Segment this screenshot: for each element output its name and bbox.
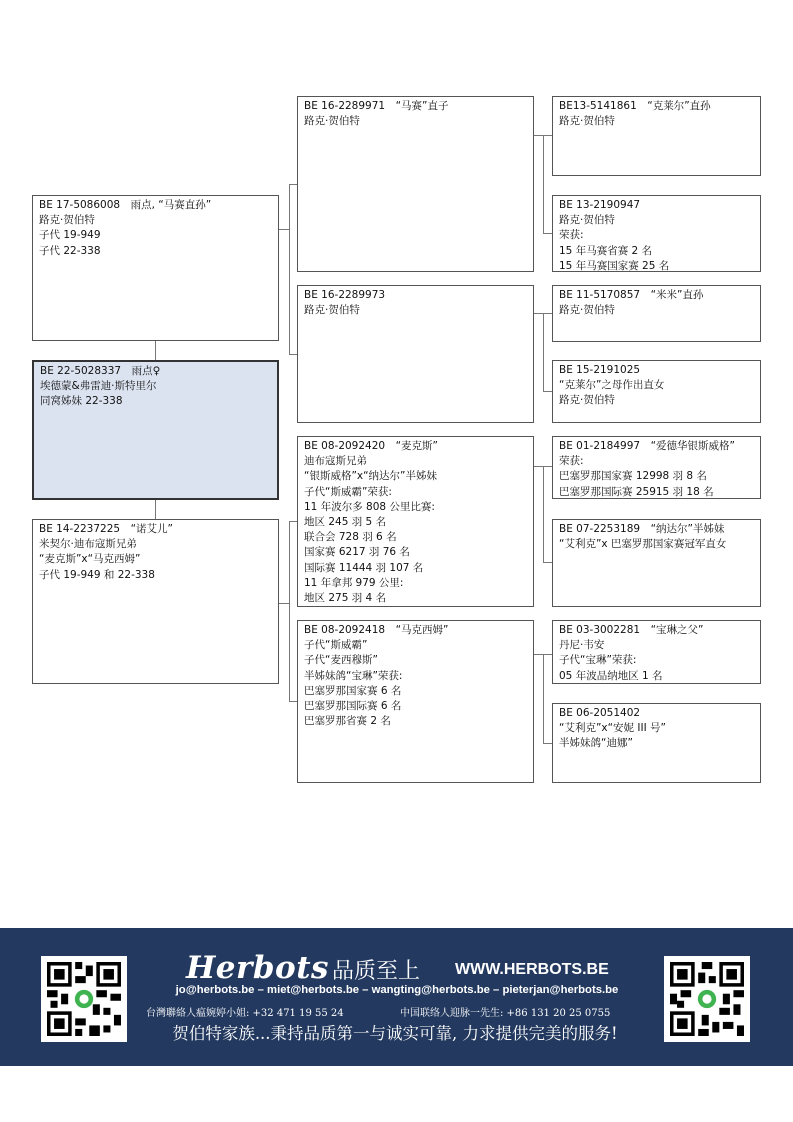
connector-line: [289, 701, 297, 702]
pedigree-dam-sire-box: BE 08-2092420 “麦克斯” 迪布寇斯兄弟 “银斯威格”x“纳达尔”半姊妹 子代“斯威霸”荣获: 11 年波尔多 808 公里比赛: 地区 245 羽 5 名 联合会 728 羽 6 名 国家赛 6217 羽 76 名 国际赛 11444 羽 107 名 11 年拿邦 979 公里: 地区 275 羽 4 名: [297, 436, 534, 607]
connector-line: [543, 135, 552, 136]
pedigree-sire-sire-box: BE 16-2289971 “马赛”直子 路克·贺伯特: [297, 96, 534, 272]
brand-slogan: 品质至上: [332, 959, 421, 984]
connector-line: [533, 135, 543, 136]
pedigree-sire-dam-box: BE 16-2289973 路克·贺伯特: [297, 285, 534, 423]
connector-line: [543, 743, 552, 744]
pedigree-sss-box: BE13-5141861 “克莱尔”直孙 路克·贺伯特: [552, 96, 761, 176]
pedigree-ssd-box: BE 13-2190947 路克·贺伯特 荣获: 15 年马赛省赛 2 名 15 年马赛国家赛 25 名: [552, 195, 761, 272]
connector-line: [533, 654, 543, 655]
connector-line: [533, 313, 543, 314]
wechat-qr-icon: [670, 962, 744, 1036]
email-list[interactable]: jo@herbots.be – miet@herbots.be – wangting@herbots.be – pieterjan@herbots.be: [175, 984, 619, 996]
footer-banner: [0, 928, 793, 1066]
connector-line: [543, 654, 544, 743]
connector-line: [279, 603, 289, 604]
connector-line: [155, 499, 156, 520]
connector-line: [543, 391, 552, 392]
connector-line: [543, 562, 552, 563]
connector-line: [543, 466, 552, 467]
connector-line: [279, 229, 289, 230]
connector-line: [543, 313, 544, 391]
tagline: 贺伯特家族...秉持品质第一与诚实可靠, 力求提供完美的服务!: [172, 1024, 618, 1043]
pedigree-dam-dam-box: BE 08-2092418 “马克西姆” 子代“斯威霸” 子代“麦西穆斯” 半姊妹鸽“宝琳”荣获: 巴塞罗那国家赛 6 名 巴塞罗那国际赛 6 名 巴塞罗那省赛 2 名: [297, 620, 534, 783]
connector-line: [543, 135, 544, 233]
contact-china: 中国联络人迎脉一先生: +86 131 20 25 0755: [400, 1008, 611, 1019]
connector-line: [289, 521, 290, 701]
pedigree-dds-box: BE 03-3002281 “宝琳之父” 丹尼·韦安 子代“宝琳”荣获: 05 年波品纳地区 1 名: [552, 620, 761, 684]
pedigree-dam-box: BE 14-2237225 “诺艾儿” 米契尔·迪布寇斯兄弟 “麦克斯”x“马克西姆” 子代 19-949 和 22-338: [32, 519, 279, 684]
connector-line: [543, 233, 552, 234]
pedigree-ddd-box: BE 06-2051402 “艾利克”x“安妮 III 号” 半姊妹鸽“迪娜”: [552, 703, 761, 783]
pedigree-dss-box: BE 01-2184997 “爱德华银斯威格” 荣获: 巴塞罗那国家赛 12998 羽 8 名 巴塞罗那国际赛 25915 羽 18 名: [552, 436, 761, 499]
pedigree-dsd-box: BE 07-2253189 “纳达尔”半姊妹 “艾利克”x 巴塞罗那国家赛冠军直女: [552, 519, 761, 607]
connector-line: [543, 466, 544, 562]
connector-line: [533, 466, 543, 467]
connector-line: [543, 654, 552, 655]
connector-line: [289, 521, 297, 522]
qr-code-right[interactable]: [664, 956, 750, 1042]
contact-taiwan: 台灣聯絡人瘟婉婷小姐: +32 471 19 55 24: [146, 1008, 344, 1019]
pedigree-sire-box: BE 17-5086008 雨点, “马赛直孙” 路克·贺伯特 子代 19-949 子代 22-338: [32, 195, 279, 341]
pedigree-sds-box: BE 11-5170857 “米米”直孙 路克·贺伯特: [552, 285, 761, 342]
pedigree-sdd-box: BE 15-2191025 “克莱尔”之母作出直女 路克·贺伯特: [552, 360, 761, 423]
connector-line: [289, 354, 297, 355]
pedigree-subject-box: BE 22-5028337 雨点♀ 埃德蒙&弗雷迪·斯特里尔 同窝姊妹 22-338: [32, 360, 279, 500]
brand-logo: Herbots: [186, 950, 329, 986]
connector-line: [289, 184, 297, 185]
qr-code-left[interactable]: [41, 956, 127, 1042]
website-link[interactable]: WWW.HERBOTS.BE: [455, 961, 609, 978]
connector-line: [289, 184, 290, 354]
connector-line: [543, 313, 552, 314]
connector-line: [155, 340, 156, 361]
qr-code-icon: [47, 962, 121, 1036]
